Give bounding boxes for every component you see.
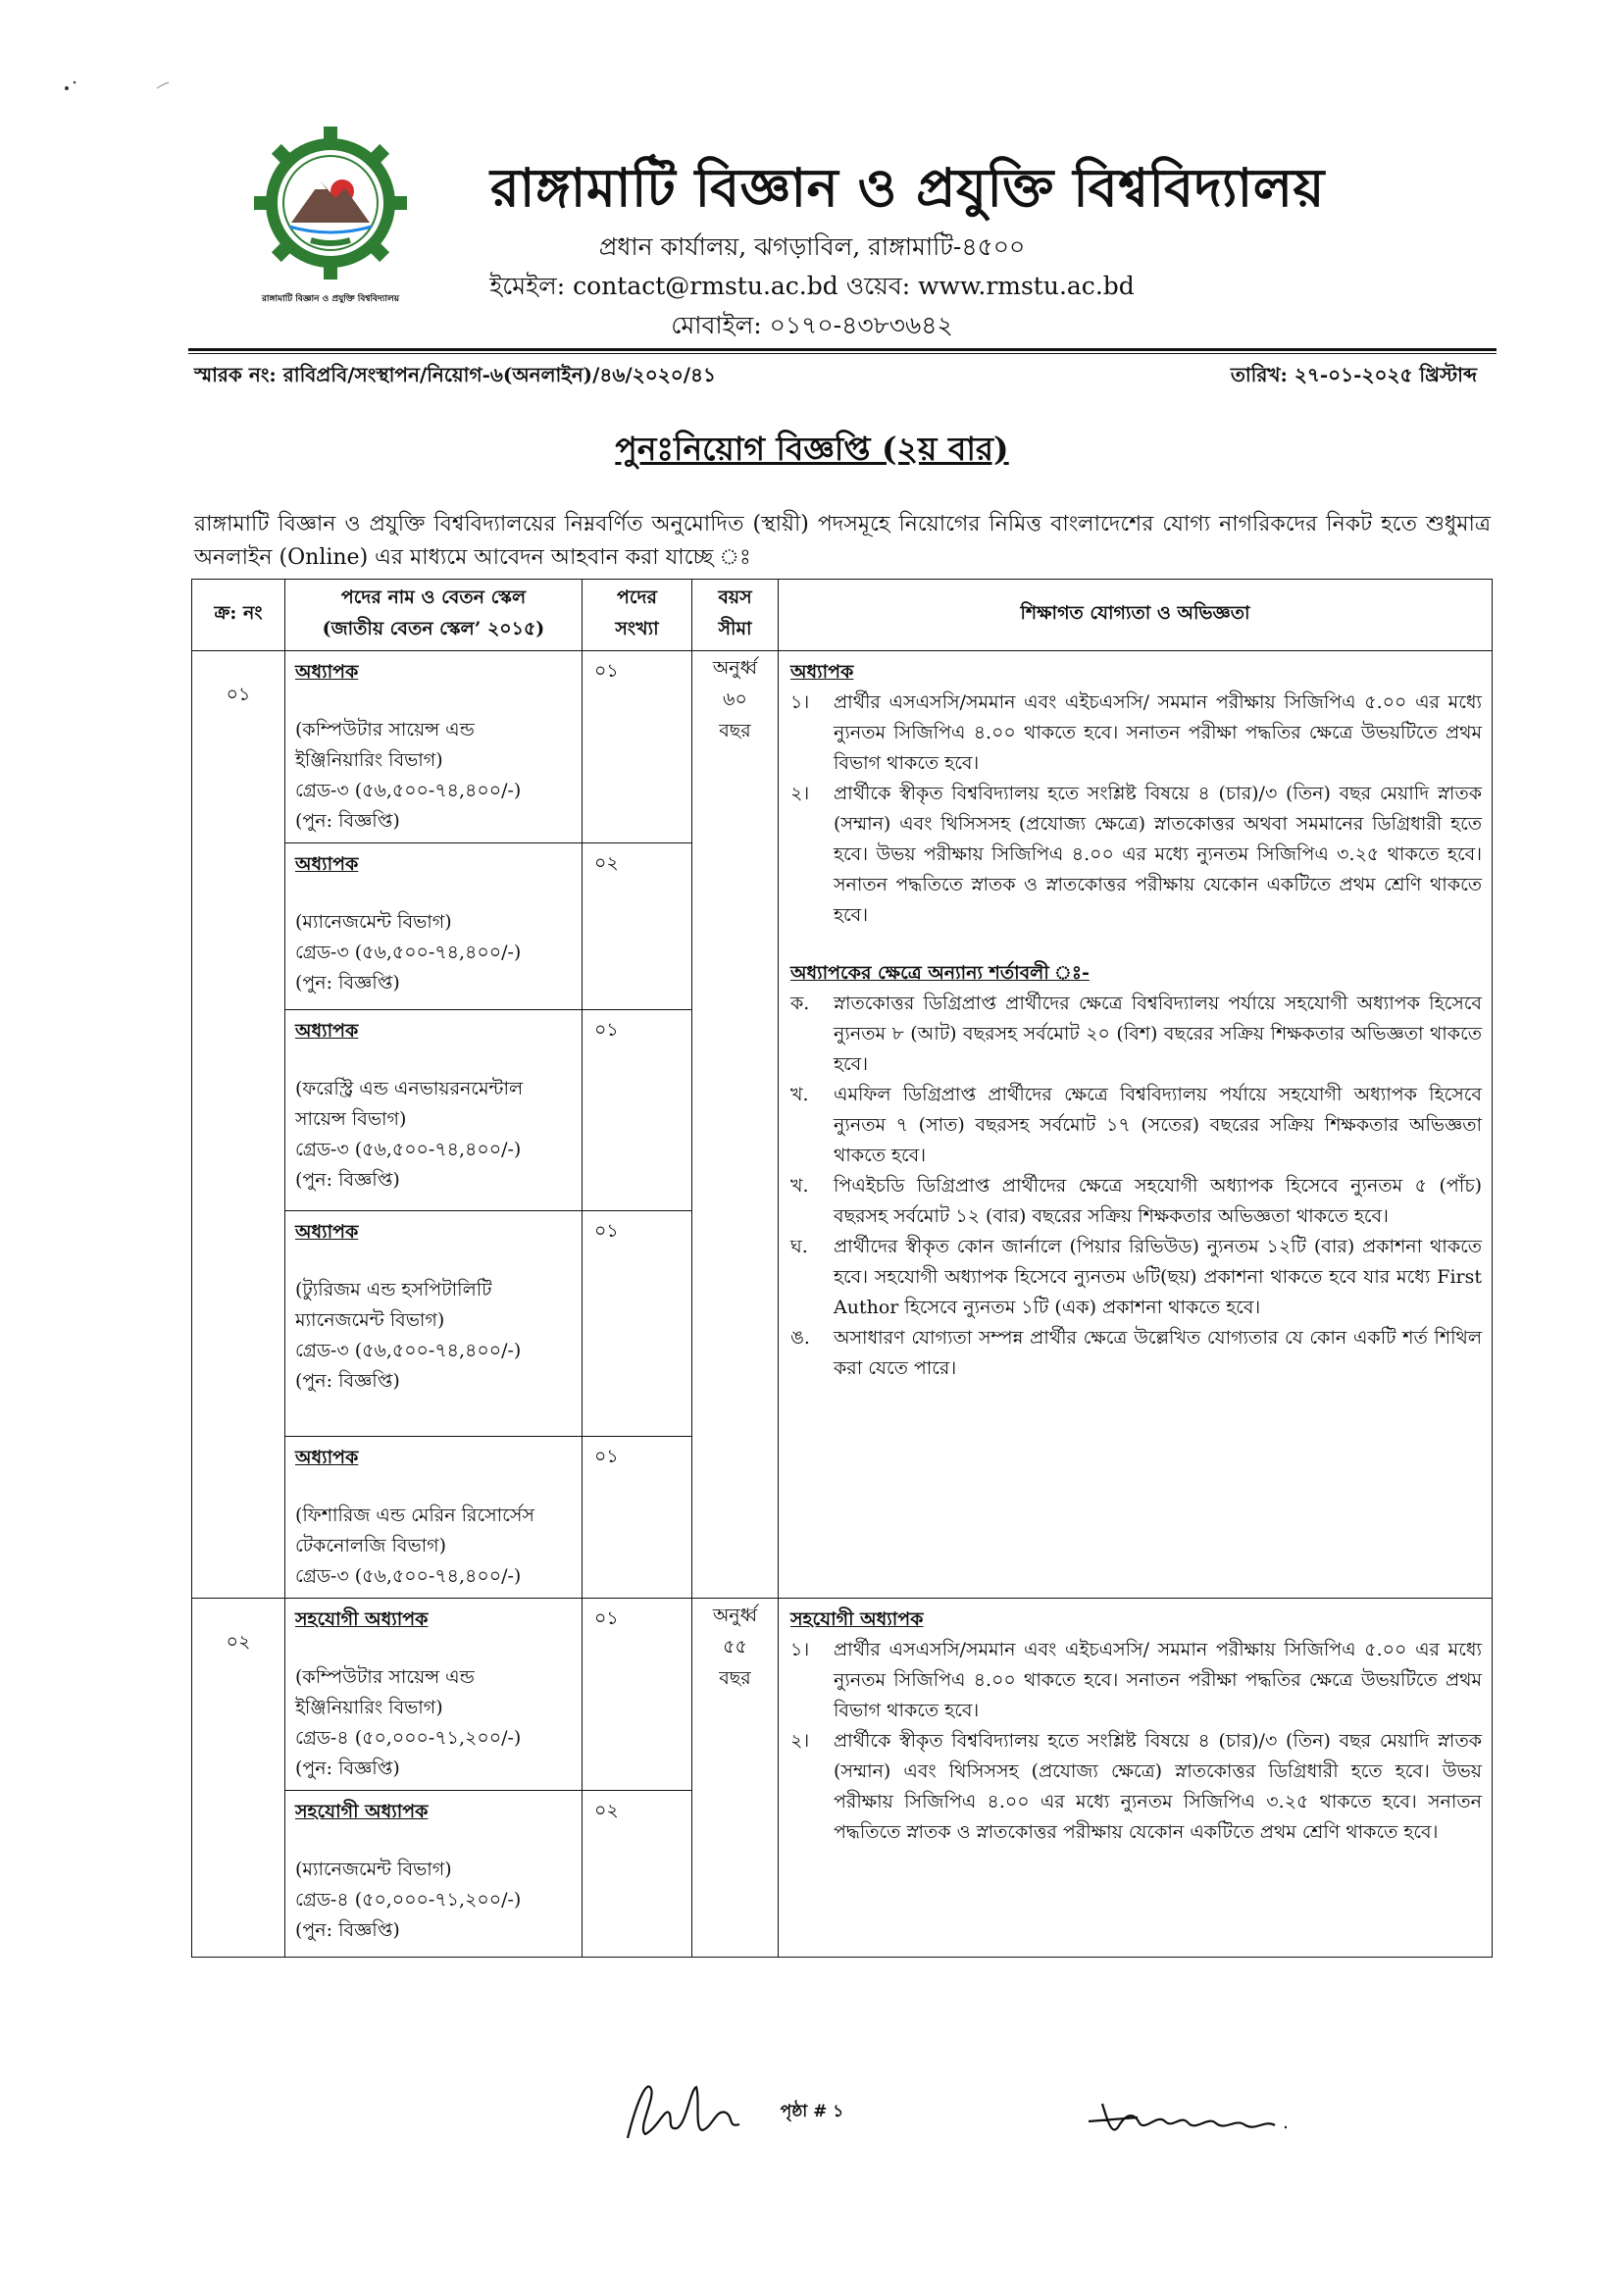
post-cell xyxy=(285,1437,583,1599)
post-count: ০২ xyxy=(583,843,692,1010)
condition-item xyxy=(790,1323,1482,1384)
condition-item xyxy=(790,1171,1482,1232)
qualification-heading: অধ্যাপক xyxy=(790,661,854,683)
item-number: ঘ. xyxy=(790,1236,808,1257)
post-department: (কম্পিউটার সায়েন্স এন্ড xyxy=(295,1666,475,1688)
age-line: বছর xyxy=(719,720,751,741)
notice-intro: রাঙ্গামাটি বিজ্ঞান ও প্রযুক্তি বিশ্ববিদ্যালয়ের নিম্নবর্ণিত অনুমোদিত (স্থায়ী) পদসমূহে নিয়োগের নিমিত্ত বাংলাদেশের যোগ্য নাগরিকদের নিকট হতে শুধুমাত্র অনলাইন (Online) এর মাধ্যমে আবেদন আহবান করা যাচ্ছে ঃ xyxy=(194,512,1491,570)
pay-grade: গ্রেড-৩ (৫৬,৫০০-৭৪,৪০০/-) xyxy=(295,1139,522,1160)
notice-heading: পুনঃনিয়োগ বিজ্ঞপ্তি (২য় বার) xyxy=(615,430,1009,468)
post-cell xyxy=(285,1211,583,1437)
qualification-item xyxy=(790,1726,1482,1848)
post-department: (কম্পিউটার সায়েন্স এন্ড xyxy=(295,719,475,740)
post-department: (ফিশারিজ এন্ড মেরিন রিসোর্সেস xyxy=(295,1504,534,1526)
th-sn: ক্র: নং xyxy=(192,580,285,651)
item-number: ঙ. xyxy=(790,1327,810,1349)
post-title: অধ্যাপক xyxy=(295,661,359,683)
post-count: ০২ xyxy=(583,1791,692,1958)
serial-number: ০১ xyxy=(192,651,285,1599)
qualification-item xyxy=(790,688,1482,779)
spacer xyxy=(295,1635,574,1662)
spacer xyxy=(295,1046,574,1074)
pay-grade: গ্রেড-৪ (৫০,০০০-৭১,২০০/-) xyxy=(295,1727,522,1749)
item-number: খ. xyxy=(790,1175,809,1197)
svg-text:রাঙ্গামাটি বিজ্ঞান ও প্রযুক্তি: রাঙ্গামাটি বিজ্ঞান ও প্রযুক্তি বিশ্ববিদ্যালয় xyxy=(261,294,400,304)
th-qual: শিক্ষাগত যোগ্যতা ও অভিজ্ঞতা xyxy=(779,580,1493,651)
condition-item xyxy=(790,1232,1482,1323)
item-text: প্রার্থীকে স্বীকৃত বিশ্ববিদ্যালয় হতে সংশ্লিষ্ট বিষয়ে ৪ (চার)/৩ (তিন) বছর মেয়াদি স্নাতক (সম্মান) এবং থিসিসসহ (প্রযোজ্য ক্ষেত্রে) স্নাতকোত্তর ডিগ্রিধারী হতে হবে। উভয় পরীক্ষায় সিজিপিএ ৪.০০ এর মধ্যে ন্যুনতম সিজিপিএ ৩.২৫ থাকতে হবে। সনাতন পদ্ধতিতে স্নাতক ও স্নাতকোত্তর পরীক্ষায় যেকোন একটিতে প্রথম শ্রেণি থাকতে হবে। xyxy=(834,1730,1482,1843)
pay-grade: গ্রেড-৪ (৫০,০০০-৭১,২০০/-) xyxy=(295,1889,522,1911)
email-web: ইমেইল: contact@rmstu.ac.bd ওয়েব: www.rmstu.ac.bd xyxy=(489,272,1135,300)
age-line: ৬০ xyxy=(723,688,747,710)
spacer xyxy=(295,1473,574,1501)
page-number: পৃষ্ঠা # ১ xyxy=(780,2102,844,2121)
qualification-cell xyxy=(779,651,1493,1599)
post-department: ইঞ্জিনিয়ারিং বিভাগ) xyxy=(295,1697,443,1718)
post-cell xyxy=(285,1599,583,1791)
post-department: (ট্যুরিজম এন্ড হসপিটালিটি xyxy=(295,1279,492,1300)
post-department: ইঞ্জিনিয়ারিং বিভাগ) xyxy=(295,749,443,771)
post-note: (পুন: বিজ্ঞপ্তি) xyxy=(295,1919,400,1941)
post-department: (ম্যানেজমেন্ট বিভাগ) xyxy=(295,1859,452,1880)
header-divider-thin xyxy=(188,353,1497,354)
th-post: পদের নাম ও বেতন স্কেল (জাতীয় বেতন স্কেল’ ২০১৫) xyxy=(285,580,583,651)
post-title: সহযোগী অধ্যাপক xyxy=(295,1801,429,1822)
spacer xyxy=(295,688,574,715)
conditions-heading: অধ্যাপকের ক্ষেত্রে অন্যান্য শর্তাবলী ঃ- xyxy=(790,962,1090,984)
item-text: পিএইচডি ডিগ্রিপ্রাপ্ত প্রার্থীদের ক্ষেত্রে সহযোগী অধ্যাপক হিসেবে ন্যুনতম ৫ (পাঁচ) বছরসহ সর্বমোট ১২ (বার) বছরের সক্রিয় শিক্ষকতার অভিজ্ঞতা থাকতে হবে। xyxy=(834,1175,1482,1227)
post-title: অধ্যাপক xyxy=(295,1447,359,1468)
header-divider xyxy=(188,348,1497,351)
post-department: ম্যানেজমেন্ট বিভাগ) xyxy=(295,1309,445,1331)
signature-2 xyxy=(1079,2084,1314,2143)
age-limit xyxy=(692,651,779,1599)
spacer xyxy=(790,931,1482,958)
address: প্রধান কার্যালয়, ঝগড়াবিল, রাঙ্গামাটি-৪৫০০ xyxy=(598,232,1026,261)
age-limit xyxy=(692,1599,779,1958)
scan-speck xyxy=(59,59,177,98)
post-cell xyxy=(285,651,583,843)
condition-item xyxy=(790,989,1482,1080)
item-text: প্রার্থীকে স্বীকৃত বিশ্ববিদ্যালয় হতে সংশ্লিষ্ট বিষয়ে ৪ (চার)/৩ (তিন) বছর মেয়াদি স্নাতক (সম্মান) এবং থিসিসসহ (প্রযোজ্য ক্ষেত্রে) স্নাতকোত্তর অথবা সমমানের ডিগ্রিধারী হতে হবে। উভয় পরীক্ষায় সিজিপিএ ৪.০০ এর মধ্যে ন্যুনতম সিজিপিএ ৩.২৫ থাকতে হবে। সনাতন পদ্ধতিতে স্নাতক ও স্নাতকোত্তর পরীক্ষায় যেকোন একটিতে প্রথম শ্রেণি থাকতে হবে। xyxy=(834,783,1482,926)
post-title: অধ্যাপক xyxy=(295,1221,359,1243)
item-number: ১। xyxy=(790,1639,810,1660)
spacer xyxy=(295,1248,574,1275)
age-line: বছর xyxy=(719,1667,751,1689)
post-count: ০১ xyxy=(583,1010,692,1211)
memo-ref: স্মারক নং: রাবিপ্রবি/সংস্থাপন/নিয়োগ-৬(অনলাইন)/৪৬/২০২০/৪১ xyxy=(194,363,716,386)
post-department: টেকনোলজি বিভাগ) xyxy=(295,1535,447,1556)
table-row xyxy=(192,1599,1493,1791)
item-text: প্রার্থীর এসএসসি/সমমান এবং এইচএসসি/ সমমান পরীক্ষায় সিজিপিএ ৫.০০ এর মধ্যে ন্যুনতম সিজিপিএ ৪.০০ থাকতে হবে। সনাতন পরীক্ষা পদ্ধতির ক্ষেত্রে উভয়টিতে প্রথম বিভাগ থাকতে হবে। xyxy=(834,691,1482,774)
age-line: ৫৫ xyxy=(723,1636,747,1657)
post-cell xyxy=(285,1010,583,1211)
post-title: সহযোগী অধ্যাপক xyxy=(295,1608,429,1630)
post-cell xyxy=(285,1791,583,1958)
post-note: (পুন: বিজ্ঞপ্তি) xyxy=(295,1370,400,1392)
memo-date: তারিখ: ২৭-০১-২০২৫ খ্রিস্টাব্দ xyxy=(1230,363,1477,386)
item-text: স্নাতকোত্তর ডিগ্রিপ্রাপ্ত প্রার্থীদের ক্ষেত্রে বিশ্ববিদ্যালয় পর্যায়ে সহযোগী অধ্যাপক হিসেবে ন্যুনতম ৮ (আট) বছরসহ সর্বমোট ২০ (বিশ) বছরের সক্রিয় শিক্ষকতার অভিজ্ঞতা থাকতে হবে। xyxy=(834,993,1482,1075)
posts-table xyxy=(191,579,1493,1958)
th-age: বয়স সীমা xyxy=(692,580,779,651)
post-count: ০১ xyxy=(583,1599,692,1791)
item-number: ১। xyxy=(790,691,810,713)
pay-grade: গ্রেড-৩ (৫৬,৫০০-৭৪,৪০০/-) xyxy=(295,942,522,963)
qualification-item xyxy=(790,1635,1482,1726)
table-header-row xyxy=(192,580,1493,651)
post-note: (পুন: বিজ্ঞপ্তি) xyxy=(295,972,400,994)
spacer xyxy=(295,880,574,907)
item-text: প্রার্থীর এসএসসি/সমমান এবং এইচএসসি/ সমমান পরীক্ষায় সিজিপিএ ৫.০০ এর মধ্যে ন্যুনতম সিজিপিএ ৪.০০ থাকতে হবে। সনাতন পরীক্ষা পদ্ধতির ক্ষেত্রে উভয়টিতে প্রথম বিভাগ থাকতে হবে। xyxy=(834,1639,1482,1721)
mobile: মোবাইল: ০১৭০-৪৩৮৩৬৪২ xyxy=(671,311,953,339)
qualification-heading: সহযোগী অধ্যাপক xyxy=(790,1608,924,1630)
post-note: (পুন: বিজ্ঞপ্তি) xyxy=(295,810,400,832)
qualification-cell xyxy=(779,1599,1493,1958)
item-number: খ. xyxy=(790,1084,809,1105)
post-note: (পুন: বিজ্ঞপ্তি) xyxy=(295,1758,400,1779)
post-cell xyxy=(285,843,583,1010)
age-line: অনুর্ধ্ব xyxy=(712,1605,758,1626)
serial-number: ০২ xyxy=(192,1599,285,1958)
signature-1 xyxy=(618,2069,755,2148)
spacer xyxy=(295,1827,574,1855)
post-department: (ম্যানেজমেন্ট বিভাগ) xyxy=(295,911,452,933)
item-text: এমফিল ডিগ্রিপ্রাপ্ত প্রার্থীদের ক্ষেত্রে বিশ্ববিদ্যালয় পর্যায়ে সহযোগী অধ্যাপক হিসেবে ন্যুনতম ৭ (সাত) বছরসহ সর্বমোট ১৭ (সতের) বছরের সক্রিয় শিক্ষকতার অভিজ্ঞতা থাকতে হবে। xyxy=(834,1084,1482,1166)
post-count: ০১ xyxy=(583,1211,692,1437)
item-number: ক. xyxy=(790,993,810,1014)
post-title: অধ্যাপক xyxy=(295,853,359,875)
th-count: পদের সংখ্যা xyxy=(583,580,692,651)
table-row xyxy=(192,651,1493,843)
post-count: ০১ xyxy=(583,651,692,843)
item-text: অসাধারণ যোগ্যতা সম্পন্ন প্রার্থীর ক্ষেত্রে উল্লেখিত যোগ্যতার যে কোন একটি শর্ত শিথিল করা যেতে পারে। xyxy=(834,1327,1482,1379)
qualification-item xyxy=(790,779,1482,931)
post-count: ০১ xyxy=(583,1437,692,1599)
pay-grade: গ্রেড-৩ (৫৬,৫০০-৭৪,৪০০/-) xyxy=(295,1565,522,1587)
post-department: সায়েন্স বিভাগ) xyxy=(295,1108,407,1130)
pay-grade: গ্রেড-৩ (৫৬,৫০০-৭৪,৪০০/-) xyxy=(295,780,522,801)
pay-grade: গ্রেড-৩ (৫৬,৫০০-৭৪,৪০০/-) xyxy=(295,1340,522,1361)
item-text: প্রার্থীদের স্বীকৃত কোন জার্নালে (পিয়ার রিভিউড) ন্যুনতম ১২টি (বার) প্রকাশনা থাকতে হবে। সহযোগী অধ্যাপক হিসেবে ন্যুনতম ৬টি(ছয়) প্রকাশনা থাকতে হবে যার মধ্যে First Author হিসেবে ন্যুনতম ১টি (এক) প্রকাশনা থাকতে হবে। xyxy=(834,1236,1482,1318)
item-number: ২। xyxy=(790,783,810,804)
university-name: রাঙ্গামাটি বিজ্ঞান ও প্রযুক্তি বিশ্ববিদ্যালয় xyxy=(490,156,1325,219)
age-line: অনুর্ধ্ব xyxy=(712,657,758,679)
post-department: (ফরেস্ট্রি এন্ড এনভায়রনমেন্টাল xyxy=(295,1078,524,1099)
post-note: (পুন: বিজ্ঞপ্তি) xyxy=(295,1169,400,1191)
condition-item xyxy=(790,1080,1482,1171)
post-title: অধ্যাপক xyxy=(295,1020,359,1042)
item-number: ২। xyxy=(790,1730,810,1752)
